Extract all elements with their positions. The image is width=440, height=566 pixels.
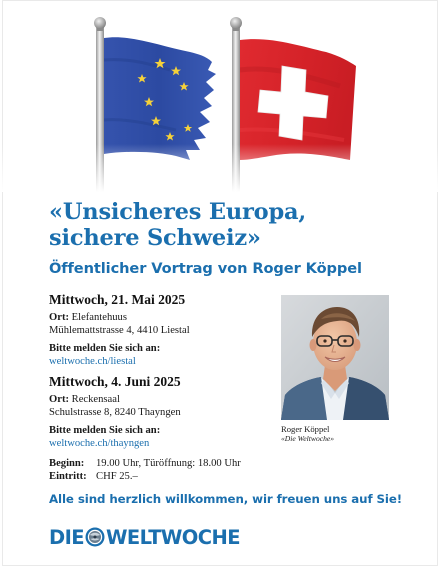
welcome-message: Alle sind herzlich willkommen, wir freuen uns auf Sie! [49,492,403,506]
fee-value: CHF 25.– [96,470,138,482]
event-place-name: Elefantehuus [71,312,127,323]
flags-illustration [0,0,440,192]
event-date: Mittwoch, 4. Juni 2025 [49,374,181,389]
event-thayngen [49,374,279,450]
subheadline: Öffentlicher Vortrag von Roger Köppel [49,260,362,277]
portrait-caption-name: Roger Köppel [281,424,330,434]
event-address: Schulstrasse 8, 8240 Thayngen [49,407,181,418]
event-signup-link[interactable]: weltwoche.ch/thayngen [49,438,150,449]
fee-label: Eintritt: [49,470,87,482]
event-signup-text: Bitte melden Sie sich an: [49,343,161,354]
event-date: Mittwoch, 21. Mai 2025 [49,292,186,307]
logo-text-die: DIE [49,525,84,549]
event-place-label: Ort: [49,312,69,323]
begin-label: Beginn: [49,458,85,469]
begin-value: 19.00 Uhr, Türöffnung: 18.00 Uhr [96,458,241,469]
event-address: Mühlemattstrasse 4, 4410 Liestal [49,325,190,336]
event-place-label: Ort: [49,394,69,405]
begin-row [49,458,349,471]
fee-row [49,471,349,484]
headline-line-1: «Unsicheres Europa, [49,199,307,225]
speaker-portrait [281,295,389,420]
portrait-caption-publication: «Die Weltwoche» [281,434,335,443]
event-signup-text: Bitte melden Sie sich an: [49,425,161,436]
event-liestal [49,292,279,368]
weltwoche-seal-icon [85,527,105,547]
event-place [49,311,279,324]
event-signup-link[interactable]: weltwoche.ch/liestal [49,356,136,367]
weltwoche-logo [49,525,240,549]
event-place [49,393,279,406]
headline-line-2: sichere Schweiz» [49,225,261,251]
headline [49,199,389,251]
event-place-name: Reckensaal [71,394,120,405]
event-info [49,458,349,483]
logo-text-weltwoche: WELTWOCHE [105,525,240,549]
